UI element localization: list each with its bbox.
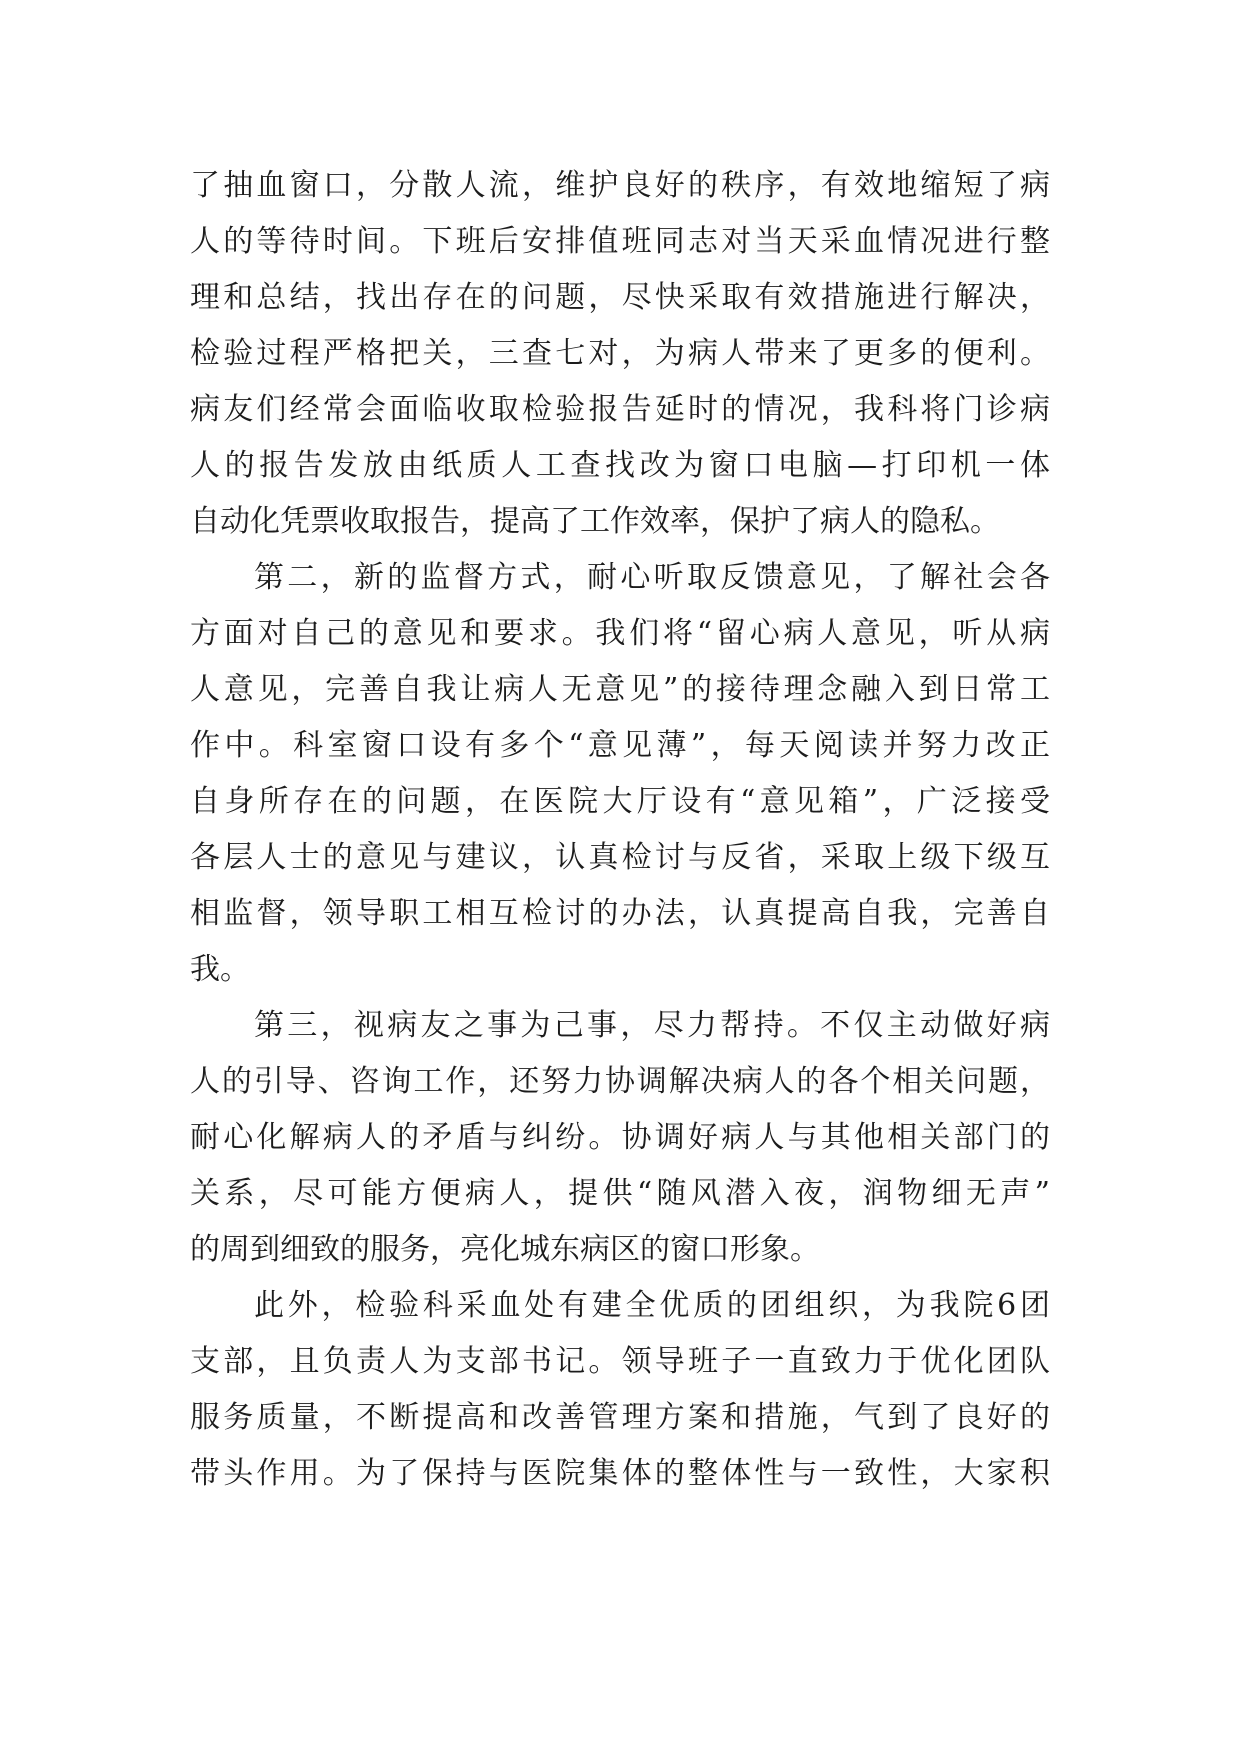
text-line: 人的引导、咨询工作，还努力协调解决病人的各个相关问题，: [190, 1064, 1050, 1099]
text-line: 的周到细致的服务，亮化城东病区的窗口形象。: [190, 1232, 820, 1267]
text-line: 支部，且负责人为支部书记。领导班子一直致力于优化团队: [190, 1344, 1050, 1379]
text-line: 了抽血窗口，分散人流，维护良好的秩序，有效地缩短了病: [190, 168, 1050, 203]
text-line: 耐心化解病人的矛盾与纠纷。协调好病人与其他相关部门的: [190, 1120, 1050, 1155]
text-line: 理和总结，找出存在的问题，尽快采取有效措施进行解决，: [190, 280, 1050, 315]
paragraph-first-line: 第二，新的监督方式，耐心听取反馈意见，了解社会各: [254, 560, 1050, 595]
paragraph-first-line: 此外，检验科采血处有建全优质的团组织，为我院6团: [254, 1288, 1050, 1323]
paragraph-first-line: 第三，视病友之事为己事，尽力帮持。不仅主动做好病: [254, 1008, 1050, 1043]
text-line: 作中。科室窗口设有多个“意见薄”，每天阅读并努力改正: [190, 728, 1050, 763]
text-line: 方面对自己的意见和要求。我们将“留心病人意见，听从病: [190, 616, 1050, 651]
text-line: 人的报告发放由纸质人工查找改为窗口电脑—打印机一体: [190, 448, 1050, 483]
text-line: 检验过程严格把关，三查七对，为病人带来了更多的便利。: [190, 336, 1050, 371]
text-line: 各层人士的意见与建议，认真检讨与反省，采取上级下级互: [190, 840, 1050, 875]
text-line: 我。: [190, 952, 250, 987]
text-line: 关系，尽可能方便病人，提供“随风潜入夜，润物细无声”: [190, 1176, 1050, 1211]
body-text: [190, 158, 1050, 1502]
text-line: 病友们经常会面临收取检验报告延时的情况，我科将门诊病: [190, 392, 1050, 427]
text-line: 服务质量，不断提高和改善管理方案和措施，气到了良好的: [190, 1400, 1050, 1435]
text-line: 带头作用。为了保持与医院集体的整体性与一致性，大家积: [190, 1456, 1050, 1491]
text-line: 自动化凭票收取报告，提高了工作效率，保护了病人的隐私。: [190, 504, 1000, 539]
text-line: 人意见，完善自我让病人无意见”的接待理念融入到日常工: [190, 672, 1050, 707]
text-line: 自身所存在的问题，在医院大厅设有“意见箱”，广泛接受: [190, 784, 1050, 819]
text-line: 人的等待时间。下班后安排值班同志对当天采血情况进行整: [190, 224, 1050, 259]
text-line: 相监督，领导职工相互检讨的办法，认真提高自我，完善自: [190, 896, 1050, 931]
